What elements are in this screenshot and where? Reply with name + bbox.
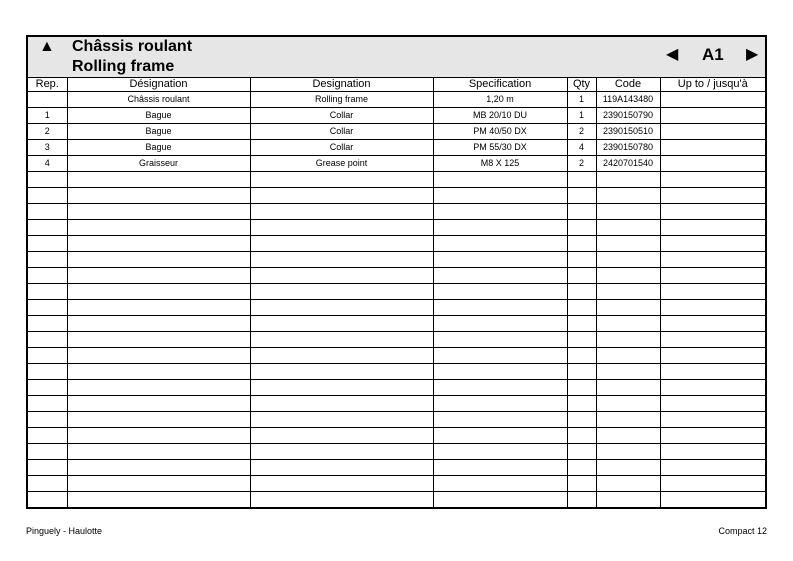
cell-specification <box>433 300 567 316</box>
cell-rep <box>28 380 67 396</box>
cell-code <box>596 236 660 252</box>
cell-rep: 2 <box>28 124 67 140</box>
cell-designation-fr <box>67 316 250 332</box>
cell-designation-en: Collar <box>250 108 433 124</box>
cell-code <box>596 492 660 508</box>
next-page-arrow-icon[interactable]: ▶ <box>746 46 759 63</box>
cell-up-to <box>660 348 765 364</box>
cell-code <box>596 364 660 380</box>
cell-up-to <box>660 412 765 428</box>
previous-page-arrow-icon[interactable]: ◀ <box>666 46 679 63</box>
up-arrow-icon[interactable]: ▲ <box>39 38 55 55</box>
empty-table-row <box>28 204 765 220</box>
cell-qty: 1 <box>567 92 596 108</box>
cell-qty <box>567 444 596 460</box>
cell-qty <box>567 380 596 396</box>
cell-specification <box>433 316 567 332</box>
cell-specification <box>433 444 567 460</box>
cell-up-to <box>660 476 765 492</box>
cell-up-to <box>660 220 765 236</box>
table-row <box>28 124 765 140</box>
cell-up-to <box>660 92 765 108</box>
cell-up-to <box>660 444 765 460</box>
cell-specification <box>433 364 567 380</box>
cell-designation-fr <box>67 412 250 428</box>
cell-specification <box>433 204 567 220</box>
cell-designation-fr: Châssis roulant <box>67 92 250 108</box>
cell-specification <box>433 348 567 364</box>
empty-table-row <box>28 284 765 300</box>
cell-rep <box>28 92 67 108</box>
cell-designation-en <box>250 236 433 252</box>
cell-qty <box>567 268 596 284</box>
cell-code <box>596 460 660 476</box>
empty-table-row <box>28 444 765 460</box>
cell-specification <box>433 252 567 268</box>
cell-up-to <box>660 268 765 284</box>
cell-qty <box>567 188 596 204</box>
empty-table-row <box>28 460 765 476</box>
cell-specification <box>433 412 567 428</box>
cell-designation-fr <box>67 460 250 476</box>
empty-table-row <box>28 380 765 396</box>
empty-table-row <box>28 236 765 252</box>
empty-table-row <box>28 188 765 204</box>
cell-rep <box>28 364 67 380</box>
cell-code <box>596 396 660 412</box>
cell-designation-en <box>250 300 433 316</box>
cell-designation-fr <box>67 428 250 444</box>
cell-designation-fr <box>67 300 250 316</box>
cell-specification: PM 40/50 DX <box>433 124 567 140</box>
cell-rep <box>28 396 67 412</box>
cell-qty <box>567 300 596 316</box>
cell-qty: 4 <box>567 140 596 156</box>
cell-designation-en <box>250 380 433 396</box>
cell-code: 2420701540 <box>596 156 660 172</box>
cell-qty <box>567 412 596 428</box>
cell-rep <box>28 220 67 236</box>
cell-designation-fr <box>67 348 250 364</box>
cell-qty <box>567 316 596 332</box>
cell-designation-en <box>250 188 433 204</box>
cell-up-to <box>660 364 765 380</box>
cell-designation-en: Grease point <box>250 156 433 172</box>
cell-up-to <box>660 316 765 332</box>
parts-table <box>28 77 765 507</box>
cell-qty <box>567 428 596 444</box>
cell-designation-en: Collar <box>250 140 433 156</box>
cell-rep <box>28 300 67 316</box>
cell-designation-en <box>250 412 433 428</box>
cell-designation-fr <box>67 268 250 284</box>
cell-qty <box>567 476 596 492</box>
cell-specification: MB 20/10 DU <box>433 108 567 124</box>
cell-rep <box>28 428 67 444</box>
empty-table-row <box>28 300 765 316</box>
cell-qty: 2 <box>567 156 596 172</box>
cell-designation-fr <box>67 188 250 204</box>
empty-table-row <box>28 172 765 188</box>
cell-code <box>596 476 660 492</box>
cell-up-to <box>660 252 765 268</box>
empty-table-row <box>28 428 765 444</box>
cell-code <box>596 252 660 268</box>
cell-code <box>596 332 660 348</box>
cell-specification <box>433 492 567 508</box>
title-french: Châssis roulant <box>72 38 193 55</box>
cell-rep <box>28 284 67 300</box>
empty-table-row <box>28 492 765 508</box>
cell-specification <box>433 188 567 204</box>
cell-specification: PM 55/30 DX <box>433 140 567 156</box>
cell-designation-fr <box>67 380 250 396</box>
cell-qty <box>567 460 596 476</box>
empty-table-row <box>28 412 765 428</box>
cell-up-to <box>660 204 765 220</box>
cell-rep <box>28 348 67 364</box>
cell-code <box>596 188 660 204</box>
cell-code <box>596 428 660 444</box>
cell-designation-fr: Bague <box>67 140 250 156</box>
empty-table-row <box>28 316 765 332</box>
cell-code: 2390150790 <box>596 108 660 124</box>
cell-qty <box>567 364 596 380</box>
cell-specification <box>433 396 567 412</box>
cell-designation-fr <box>67 236 250 252</box>
cell-rep: 4 <box>28 156 67 172</box>
cell-specification <box>433 332 567 348</box>
cell-rep <box>28 412 67 428</box>
cell-designation-en <box>250 460 433 476</box>
cell-qty <box>567 220 596 236</box>
cell-qty <box>567 396 596 412</box>
cell-up-to <box>660 108 765 124</box>
cell-code <box>596 204 660 220</box>
cell-rep <box>28 204 67 220</box>
cell-designation-fr <box>67 364 250 380</box>
cell-rep <box>28 460 67 476</box>
cell-specification <box>433 428 567 444</box>
cell-designation-en <box>250 428 433 444</box>
cell-designation-fr: Graisseur <box>67 156 250 172</box>
cell-code <box>596 412 660 428</box>
cell-designation-en <box>250 476 433 492</box>
table-row <box>28 108 765 124</box>
cell-code <box>596 316 660 332</box>
cell-code <box>596 284 660 300</box>
footer-manufacturer: Pinguely - Haulotte <box>26 526 103 536</box>
cell-rep <box>28 236 67 252</box>
column-header-code: Code <box>596 77 660 92</box>
empty-table-row <box>28 364 765 380</box>
cell-designation-en <box>250 364 433 380</box>
cell-rep <box>28 444 67 460</box>
cell-specification <box>433 220 567 236</box>
table-header-row <box>28 77 765 92</box>
cell-designation-fr <box>67 252 250 268</box>
column-header-designation-en: Designation <box>250 77 433 92</box>
cell-qty <box>567 204 596 220</box>
parts-sheet <box>26 35 767 509</box>
cell-designation-en <box>250 316 433 332</box>
empty-table-row <box>28 476 765 492</box>
cell-up-to <box>660 380 765 396</box>
cell-code: 2390150780 <box>596 140 660 156</box>
cell-designation-fr <box>67 284 250 300</box>
cell-specification <box>433 172 567 188</box>
empty-table-row <box>28 332 765 348</box>
cell-specification: M8 X 125 <box>433 156 567 172</box>
empty-table-row <box>28 252 765 268</box>
cell-qty <box>567 492 596 508</box>
cell-code <box>596 444 660 460</box>
cell-up-to <box>660 300 765 316</box>
cell-designation-fr <box>67 444 250 460</box>
sheet-header <box>28 37 765 78</box>
table-body <box>28 92 765 508</box>
cell-qty: 2 <box>567 124 596 140</box>
cell-rep <box>28 172 67 188</box>
cell-qty <box>567 252 596 268</box>
column-header-up-to: Up to / jusqu'à <box>660 77 765 92</box>
cell-up-to <box>660 236 765 252</box>
cell-designation-fr: Bague <box>67 124 250 140</box>
cell-designation-en <box>250 332 433 348</box>
empty-table-row <box>28 348 765 364</box>
cell-qty <box>567 236 596 252</box>
cell-designation-fr <box>67 476 250 492</box>
cell-up-to <box>660 396 765 412</box>
cell-designation-en: Collar <box>250 124 433 140</box>
cell-designation-fr <box>67 396 250 412</box>
cell-code <box>596 172 660 188</box>
cell-designation-fr <box>67 492 250 508</box>
cell-designation-fr <box>67 220 250 236</box>
cell-up-to <box>660 428 765 444</box>
cell-up-to <box>660 188 765 204</box>
cell-designation-en <box>250 268 433 284</box>
cell-specification <box>433 380 567 396</box>
cell-designation-en <box>250 204 433 220</box>
cell-specification <box>433 460 567 476</box>
cell-designation-en <box>250 284 433 300</box>
cell-specification <box>433 476 567 492</box>
cell-code <box>596 268 660 284</box>
cell-qty: 1 <box>567 108 596 124</box>
cell-designation-fr <box>67 172 250 188</box>
cell-rep <box>28 476 67 492</box>
column-header-specification: Specification <box>433 77 567 92</box>
cell-up-to <box>660 492 765 508</box>
cell-code: 119A143480 <box>596 92 660 108</box>
column-header-designation-fr: Désignation <box>67 77 250 92</box>
cell-code <box>596 348 660 364</box>
cell-rep <box>28 332 67 348</box>
cell-qty <box>567 348 596 364</box>
cell-rep <box>28 188 67 204</box>
cell-rep <box>28 316 67 332</box>
column-header-rep: Rep. <box>28 77 67 92</box>
cell-code <box>596 220 660 236</box>
footer-model: Compact 12 <box>718 526 767 536</box>
cell-designation-fr <box>67 204 250 220</box>
cell-rep <box>28 492 67 508</box>
cell-qty <box>567 332 596 348</box>
empty-table-row <box>28 220 765 236</box>
empty-table-row <box>28 396 765 412</box>
cell-code: 2390150510 <box>596 124 660 140</box>
empty-table-row <box>28 268 765 284</box>
cell-designation-en <box>250 348 433 364</box>
cell-rep <box>28 252 67 268</box>
title-english: Rolling frame <box>72 58 175 75</box>
cell-designation-en <box>250 492 433 508</box>
cell-rep: 3 <box>28 140 67 156</box>
cell-code <box>596 300 660 316</box>
table-row <box>28 92 765 108</box>
cell-up-to <box>660 156 765 172</box>
cell-designation-en <box>250 172 433 188</box>
table-row <box>28 156 765 172</box>
cell-designation-fr <box>67 332 250 348</box>
cell-designation-en <box>250 220 433 236</box>
cell-specification: 1,20 m <box>433 92 567 108</box>
cell-qty <box>567 172 596 188</box>
cell-specification <box>433 236 567 252</box>
cell-up-to <box>660 172 765 188</box>
cell-rep: 1 <box>28 108 67 124</box>
cell-qty <box>567 284 596 300</box>
cell-rep <box>28 268 67 284</box>
page-code: A1 <box>702 45 724 64</box>
cell-up-to <box>660 332 765 348</box>
table-row <box>28 140 765 156</box>
cell-designation-en: Rolling frame <box>250 92 433 108</box>
cell-designation-en <box>250 444 433 460</box>
cell-up-to <box>660 124 765 140</box>
column-header-qty: Qty <box>567 77 596 92</box>
cell-up-to <box>660 140 765 156</box>
cell-up-to <box>660 460 765 476</box>
cell-designation-en <box>250 396 433 412</box>
cell-code <box>596 380 660 396</box>
cell-designation-fr: Bague <box>67 108 250 124</box>
cell-specification <box>433 284 567 300</box>
cell-up-to <box>660 284 765 300</box>
cell-specification <box>433 268 567 284</box>
cell-designation-en <box>250 252 433 268</box>
